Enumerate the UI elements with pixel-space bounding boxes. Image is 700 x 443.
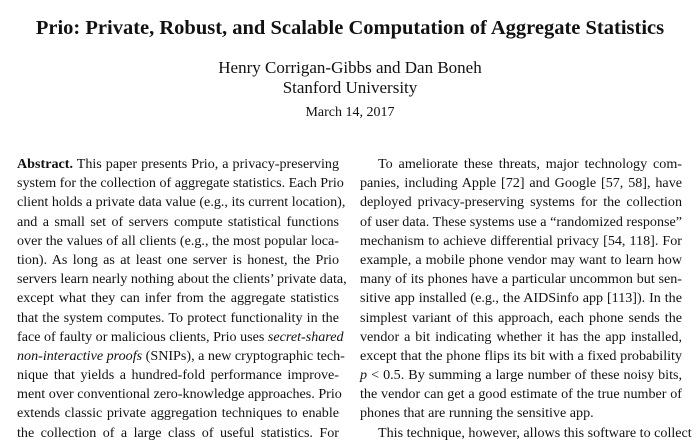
abstract-line: extends classic private aggregation techniques to enable xyxy=(17,405,339,422)
abstract-emphasis: secret-shared xyxy=(267,328,344,345)
body-line: To ameliorate these threats, major technology com- xyxy=(378,156,682,172)
body-line: This technique, however, allows this software to collect xyxy=(378,424,692,441)
abstract-line xyxy=(17,328,344,347)
body-line: sitive app installed (e.g., the AIDSinfo app [113]). In the xyxy=(360,290,682,307)
abstract-line: client holds a private data value (e.g., its current location), xyxy=(17,194,346,211)
paper-title: Prio: Private, Robust, and Scalable Computation of Aggregate Statistics xyxy=(35,17,665,39)
abstract-line xyxy=(17,155,339,174)
body-line: vendor a bit indicating whether it has the app installed, xyxy=(360,328,682,345)
abstract-line: ment over conventional zero-knowledge approaches. Prio xyxy=(17,386,342,403)
abstract-text: This paper presents Prio, a privacy-preserving xyxy=(76,156,339,172)
body-line: of user data. These systems use a “randomized response” xyxy=(360,213,682,230)
body-line: panies, including Apple [72] and Google [57, 58], have xyxy=(360,175,682,192)
body-line xyxy=(360,366,682,385)
body-line: phones that are running the sensitive app. xyxy=(360,405,594,422)
body-line: many of its phones have a particular uncommon but sen- xyxy=(360,271,682,288)
abstract-column xyxy=(17,155,347,443)
body-line: simplest variant of this approach, each phone sends the xyxy=(360,309,682,326)
paper-affiliation: Stanford University xyxy=(282,78,418,97)
paper-authors: Henry Corrigan-Gibbs and Dan Boneh xyxy=(218,58,482,77)
abstract-line: and a small set of servers compute statistical functions xyxy=(17,213,339,230)
body-line: mechanism to achieve differential privacy [54, 118]. For xyxy=(360,232,682,249)
abstract-line: the collection of a large class of useful statistics. For xyxy=(17,424,339,441)
abstract-line: servers learn nearly nothing about the clients’ private data, xyxy=(17,271,347,288)
abstract-line: system for the collection of aggregate statistics. Each Prio xyxy=(17,175,344,192)
paper-date: March 14, 2017 xyxy=(305,105,395,120)
body-text: < 0.5. By summing a large number of these noisy bits, xyxy=(371,367,682,384)
body-line: the vendor can get a good estimate of the true number of xyxy=(360,386,682,403)
abstract-line: nique that yields a hundred-fold performance improve- xyxy=(17,367,339,384)
math-variable: p xyxy=(360,367,368,384)
abstract-line xyxy=(17,347,345,366)
abstract-label: Abstract. xyxy=(17,156,73,172)
body-line: example, a mobile phone vendor may want to learn how xyxy=(360,251,682,268)
abstract-line: tion). As long as at least one server is honest, the Prio xyxy=(17,251,339,268)
intro-column xyxy=(360,155,692,443)
abstract-line: except what they can infer from the aggregate statistics xyxy=(17,290,339,307)
body-line: except that the phone flips its bit with a fixed probability xyxy=(360,347,682,364)
abstract-line: over the values of all clients (e.g., the most popular loca- xyxy=(17,232,339,249)
body-line: deployed privacy-preserving systems for the collection xyxy=(360,194,682,211)
abstract-text: face of faulty or malicious clients, Prio uses xyxy=(17,328,265,345)
abstract-emphasis: non-interactive proofs xyxy=(17,347,143,364)
abstract-line: that the system computes. To protect functionality in the xyxy=(17,309,339,326)
abstract-text: (SNIPs), a new cryptographic tech- xyxy=(145,347,345,364)
